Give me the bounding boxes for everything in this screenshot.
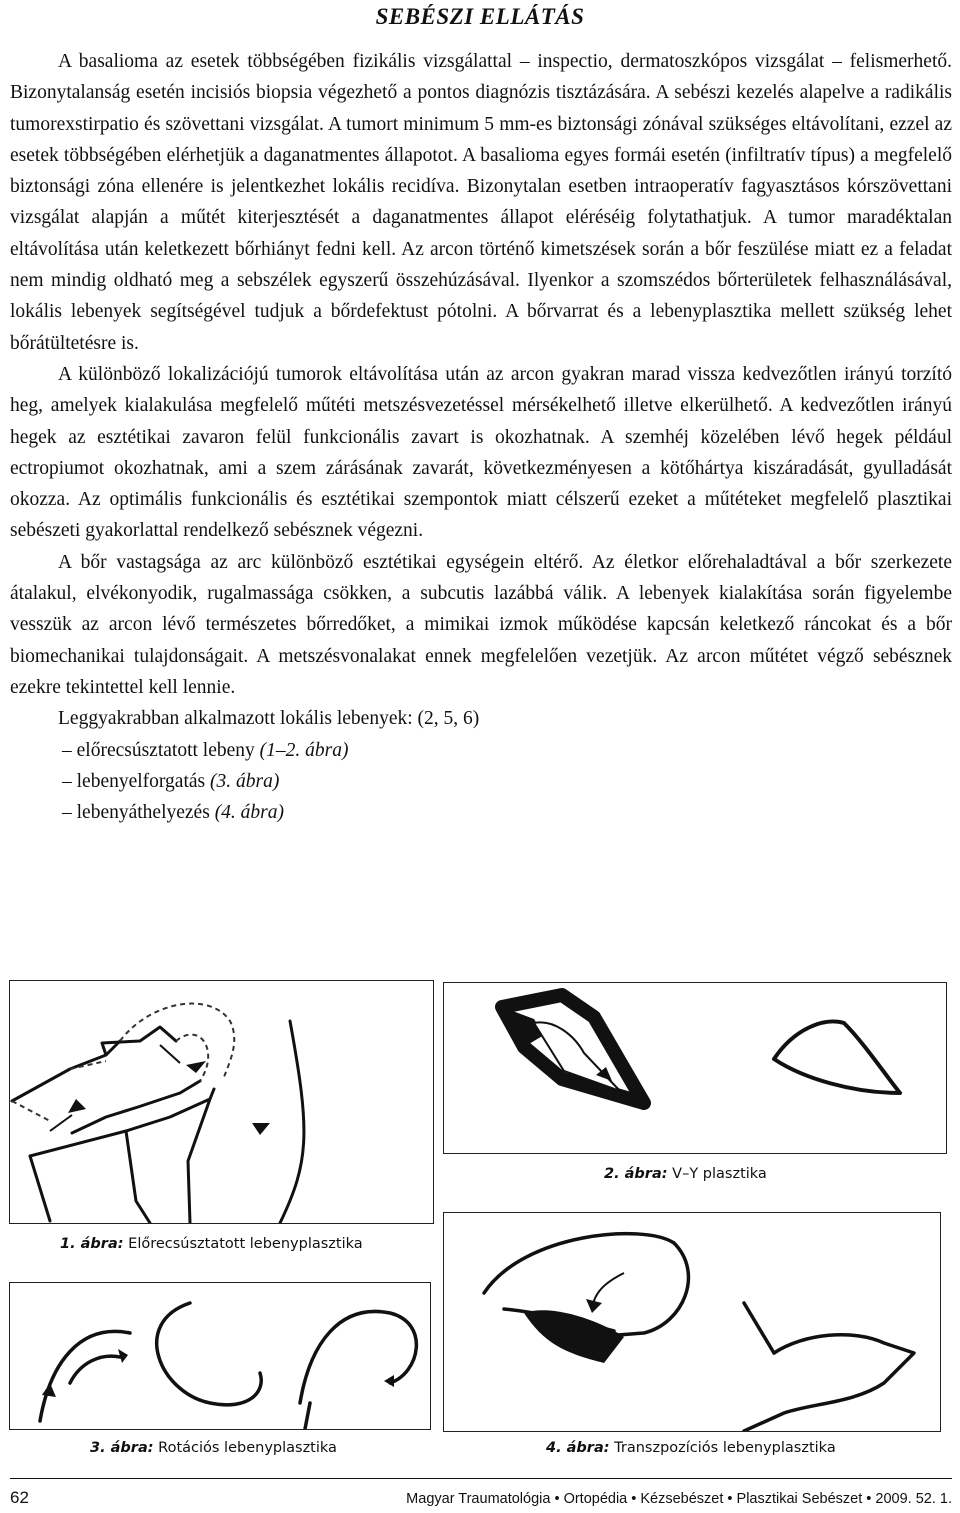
paragraph: A különböző lokalizációjú tumorok eltávolítása után az arcon gyakran marad vissza kedvezőtlen irányú torzító heg, amelyek kialakulása megfelelő műtéti metszésvezetéssel mérsékelhető illetve elkerülhető. A kedvezőtlen irányú hegek az esztétikai zavaron felül funkcionális zavart is okozhatnak. A szemhéj közelében lévő hegek például ectropiumot okozhatnak, ami a szem zárásának zavarát, következményesen a kötőhártya kiszáradását, gyulladását okozza. Az optimális funkcionális és esztétikai szempontok miatt célszerű ezeket a műtéteket megfelelő plasztikai sebészeti gyakorlattal rendelkező sebésznek végezni. [10, 363, 952, 542]
figure-1-caption [60, 1236, 363, 1252]
figure-caption-text: V–Y plasztika [672, 1166, 767, 1182]
arrow-head [42, 1383, 56, 1397]
v-y-plasty-drawing [444, 983, 946, 1153]
list-item-text: – lebenyáthelyezés [62, 802, 215, 824]
figure-4-illustration [443, 1212, 941, 1432]
transposition-flap-drawing [444, 1213, 940, 1431]
section-title: SEBÉSZI ELLÁTÁS [375, 4, 585, 29]
list-item-text: – előrecsúsztatott lebeny [62, 739, 260, 761]
rotation-flap-drawing [10, 1283, 430, 1429]
figure-3-illustration [9, 1282, 431, 1430]
list-item-text: – lebenyelforgatás [62, 770, 211, 792]
journal-citation: Magyar Traumatológia • Ortopédia • Kézsebészet • Plasztikai Sebészet • 2009. 52. 1. [406, 1491, 952, 1507]
arrow-head [186, 1061, 206, 1073]
arrow-head [68, 1099, 86, 1113]
figure-3-caption [90, 1440, 337, 1456]
body-text [10, 46, 952, 828]
figure-label: 3. ábra: [90, 1440, 154, 1456]
paragraph: A basalioma az esetek többségében fizikális vizsgálattal – inspectio, dermatoszkópos vizsgálat – felismerhető. Bizonytalanság esetén incisiós biopsia végezhető a pontos diagnózis tisztázására. A sebészi kezelés alapelve a radikális tumorexstirpatio és szövettani vizsgálat. A tumort minimum 5 mm-es biztonsági zónával szükséges eltávolítani, ezzel az esetek többségében elérhetjük a daganatmentes állapotot. A basalioma egyes formái esetén (infiltratív típus) a megfelelő biztonsági zóna ellenére is jelentkezhet lokális recidíva. Bizonytalan esetben intraoperatív fagyasztásos kórszövettani vizsgálat alapján a műtét kiterjesztését a daganatmentes állapot eléréséig folytathatjuk. A tumor maradéktalan eltávolítása után keletkezett bőrhiányt fedni kell. Az arcon történő kimetszések során a bőr feszülése miatt ez a feladat nem mindig oldható meg a sebszélek egyszerű összehúzásával. Ilyenkor a szomszédos bőrterületek felhasználásával, lokális lebenyek segítségével tudjuk a bőrdefektust pótolni. A bőrvarrat és a lebenyplasztika mellett szükség lehet bőrátültetésre is. [10, 51, 952, 354]
figure-2-illustration [443, 982, 947, 1154]
page-number: 62 [10, 1488, 29, 1507]
arrow-head [384, 1375, 394, 1387]
figure-label: 1. ábra: [60, 1236, 124, 1252]
arrow-head [586, 1299, 602, 1313]
figure-caption-text: Transzpozíciós lebenyplasztika [614, 1440, 836, 1456]
figure-label: 2. ábra: [604, 1166, 668, 1182]
list-intro: Leggyakrabban alkalmazott lokális lebenyek: (2, 5, 6) [58, 708, 480, 730]
list-item [10, 766, 952, 797]
figure-4-caption [546, 1440, 836, 1456]
figure-2-caption [604, 1166, 767, 1182]
list-item [10, 735, 952, 766]
figure-1-illustration [9, 980, 434, 1224]
footer-divider [10, 1478, 952, 1479]
paragraph: A bőr vastagsága az arc különböző esztétikai egységein eltérő. Az életkor előrehaladtával a bőr szerkezete átalakul, elvékonyodik, rugalmassága csökken, a subcutis lazábbá válik. A lebenyek kialakítása során figyelembe vesszük az arcon lévő természetes bőrredőket, a mimikai izmok működése kapcsán keletkező ráncokat és a bőr biomechanikai tulajdonságait. A metszésvonalakat ennek megfelelően vezetjük. Az arcon műtétet végző sebésznek ezekre tekintettel kell lennie. [10, 551, 952, 698]
figure-ref: (3. ábra) [210, 770, 280, 792]
list-item [10, 797, 952, 828]
figure-label: 4. ábra: [546, 1440, 610, 1456]
advancement-flap-drawing [10, 981, 433, 1223]
figure-caption-text: Rotációs lebenyplasztika [158, 1440, 337, 1456]
figure-caption-text: Előrecsúsztatott lebenyplasztika [128, 1236, 363, 1252]
figure-ref: (4. ábra) [214, 802, 285, 824]
figure-ref: (1–2. ábra) [259, 739, 349, 761]
arrow-head [252, 1123, 270, 1135]
